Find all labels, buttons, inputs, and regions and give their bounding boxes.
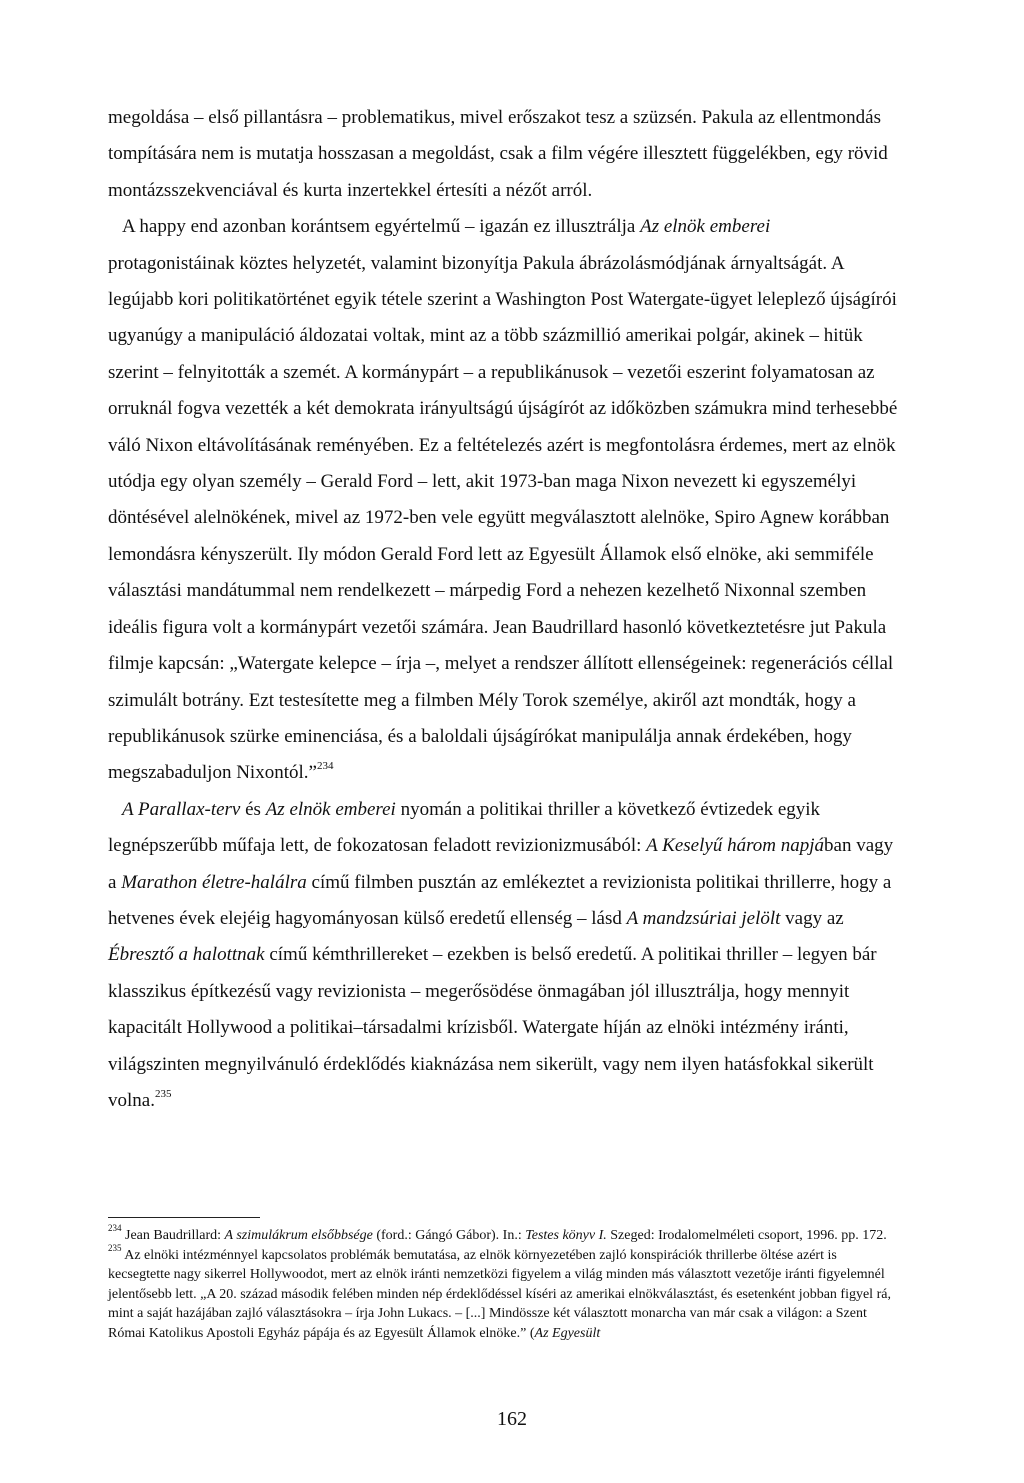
italic-title: A Keselyű három napjá [646, 835, 825, 857]
text-run: című filmben pusztán az emlékeztet a revizionista politikai thrillerre, hogy a hetvenes évek elejéig hagyományosan külső eredetű ellenség – lásd [108, 871, 892, 929]
footnotes [108, 1223, 900, 1343]
italic-title: Ébresztő a halottnak [108, 944, 265, 966]
text-run: (ford.: Gángó Gábor). In.: [372, 1228, 526, 1243]
text-run: megoldása – első pillantásra – problematikus, mivel erőszakot tesz a szüzsén. Pakula az ellentmondás tompítására nem is mutatja hosszasan a megoldást, csak a film végére illesztett függelékben, egy rövid montázsszekvenciával és kurta inzertekkel értesíti a nézőt arról. [108, 107, 888, 201]
text-run: nyomán a politikai thriller a következő évtizedek egyik legnépszerűbb műfaja lett, de fokozatosan feladott revizionizmusából: [108, 798, 821, 857]
footnote [108, 1223, 900, 1246]
text-run: Jean Baudrillard: [121, 1228, 225, 1243]
italic-title: Az elnök emberei [265, 798, 396, 820]
text-run: vagy az [780, 907, 844, 929]
paragraph [108, 100, 898, 209]
footnote-ref: 235 [154, 1087, 172, 1100]
text-run: című kémthrillereket – ezekben is belső eredetű. A politikai thriller – legyen bár klasszikus építkezésű vagy revizionista – megerősödése önmagában jól illusztrálja, hogy mennyit kapacitált Hollywood a politikai–társadalmi krízisből. Watergate híján az elnöki intézmény iránti, világszinten megnyilvánuló érdeklődés kiaknázása nem sikerült, vagy nem ilyen hatásfokkal sikerült volna. [108, 944, 877, 1111]
footnote-ref: 234 [108, 1223, 122, 1234]
italic-title: A mandzsúriai jelölt [626, 907, 781, 929]
text-run: A happy end azonban korántsem egyértelmű – igazán ez illusztrálja [122, 216, 641, 238]
text-run: protagonistáinak köztes helyzetét, valamint bizonyítja Pakula ábrázolásmódjának árnyaltságát. A legújabb kori politikatörténet egyik tétele szerint a Washington Post Watergate-ügyet leleplező újságírói ugyanúgy a manipuláció áldozatai voltak, mint az a több százmillió amerikai polgár, akinek – hitük szerint – felnyitották a szemét. A kormánypárt – a republikánusok – vezetői eszerint folyamatosan az orruknál fogva vezették a két demokrata irányultságú újságírót az időközben számukra mind terhesebbé váló Nixon eltávolításának reményében. Ez a feltételezés azért is megfontolásra érdemes, mert az elnök utódja egy olyan személy – Gerald Ford – lett, akit 1973-ban maga Nixon nevezett ki egyszemélyi döntésével alelnökének, mivel az 1972-ben vele együtt megválasztott alelnöke, Spiro Agnew korábban lemondásra kényszerült. Ily módon Gerald Ford lett az Egyesült Államok első elnöke, aki semmiféle választási mandátummal nem rendelkezett – márpedig Ford a nehezen kezelhető Nixonnal szemben ideális figura volt a kormánypárt vezetői számára. Jean Baudrillard hasonló következtetésre jut Pakula filmje kapcsán: „Watergate kelepce – írja –, melyet a rendszer állított ellenségeinek: regenerációs céllal szimulált botrány. Ezt testesítette meg a filmben Mély Torok személye, akiről azt mondták, hogy a republikánusok szürke eminenciása, és a baloldali újságírókat manipulálja annak érdekében, hogy megszabaduljon Nixontól.” [108, 252, 898, 784]
text-run: és [240, 798, 266, 820]
text-run: Szeged: Irodalomelméleti csoport, 1996. pp. 172. [606, 1228, 887, 1243]
italic-title: A Parallax-terv [122, 798, 241, 820]
paragraph [108, 792, 898, 1120]
italic-title: Marathon életre-halálra [121, 871, 307, 893]
paragraph [108, 209, 898, 792]
text-run: ban vagy a [108, 835, 894, 893]
italic-title: Testes könyv I. [525, 1228, 607, 1243]
footnote [108, 1242, 900, 1344]
body-text [108, 100, 898, 1119]
italic-title: Az elnök emberei [640, 216, 771, 238]
footnote-ref: 234 [316, 759, 334, 772]
page-number: 162 [497, 1408, 527, 1430]
italic-title: Az Egyesült [534, 1325, 601, 1341]
footnote-divider [108, 1217, 260, 1218]
text-run: Az elnöki intézménnyel kapcsolatos problémák bemutatása, az elnök környezetében zajló konspirációk thrillerbe öltése azért is kecsegtette nagy sikerrel Hollywoodot, mert az elnök iránti nemzetközi figyelem a világ minden más választott vezetője iránti figyelemnél jelentősebb lett. „A 20. század második felében minden nép érdeklődéssel kíséri az amerikai elnökválasztást, és esetenként jobban figyel rá, mint a saját hazájában zajló választásokra – írja John Lukacs. – [...] Mindössze két választott monarcha van már csak a világon: a Szent Római Katolikus Apostoli Egyház pápája és az Egyesült Államok elnöke.” ( [108, 1247, 891, 1341]
footnote-ref: 235 [108, 1242, 122, 1253]
italic-title: A szimulákrum elsőbbsége [224, 1228, 373, 1243]
